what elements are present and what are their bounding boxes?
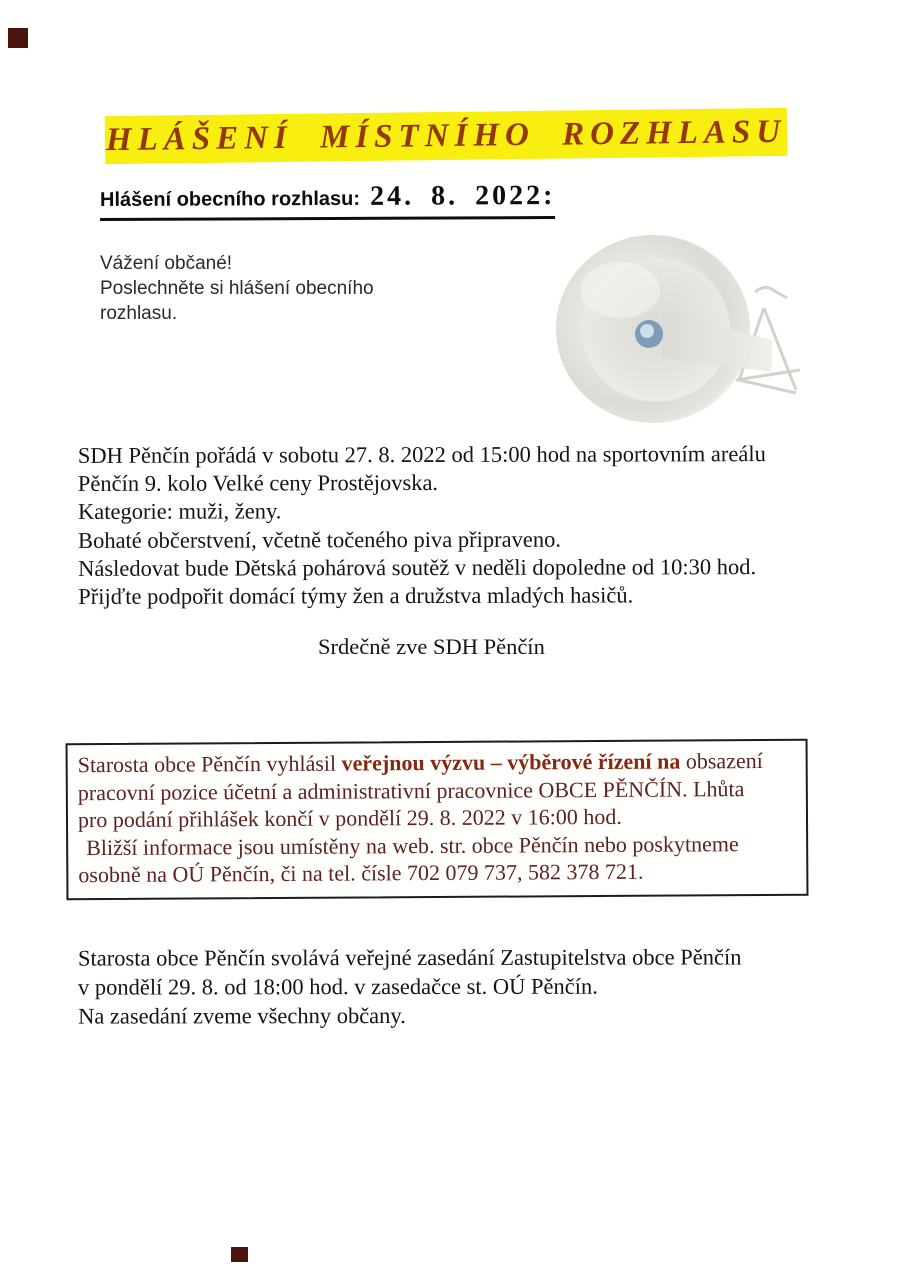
- announcement-line: SDH Pěnčín pořádá v sobotu 27. 8. 2022 od 15:00 hod na sportovním areálu: [77, 441, 766, 468]
- announcement-paragraph: [78, 440, 766, 611]
- greeting-line: Vážení občané!: [100, 253, 233, 274]
- blue-label-glare: [640, 324, 654, 338]
- horn-highlight: [580, 262, 660, 318]
- notice-line: Bližší informace jsou umístěny na web. str. obce Pěnčín nebo poskytneme: [86, 830, 739, 860]
- announcement-line: Následovat bude Dětská pohárová soutěž v neděli dopoledne od 10:30 hod.: [78, 553, 757, 581]
- scan-corner-mark-top-left: [8, 28, 28, 48]
- notice-line: pracovní pozice účetní a administrativní pracovnice OBCE PĚNČÍN. Lhůta: [77, 775, 745, 805]
- announcement-line: Kategorie: muži, ženy.: [77, 498, 282, 525]
- meeting-line: Na zasedání zveme všechny občany.: [78, 1003, 406, 1029]
- greeting-line: rozhlasu.: [100, 303, 178, 324]
- notice-box: [66, 739, 809, 900]
- subheading: [100, 180, 556, 221]
- notice-line: pro podání přihlášek končí v pondělí 29. 8. 2022 v 16:00 hod.: [77, 803, 622, 833]
- subheading-label: Hlášení obecního rozhlasu:: [99, 187, 361, 211]
- notice-line1-bold: veřejnou výzvu – výběrové řízení na: [341, 748, 681, 776]
- greeting-line: Poslechněte si hlášení obecního: [100, 278, 374, 299]
- notice-line: [78, 747, 796, 779]
- megaphone-photo: [550, 230, 806, 434]
- meeting-paragraph: [78, 942, 742, 1030]
- announcement-line: Přijďte podpořit domácí týmy žen a družstva mladých hasičů.: [78, 582, 634, 609]
- announcement-line: Bohaté občerstvení, včetně točeného piva připraveno.: [78, 526, 562, 553]
- scan-mark-bottom: [231, 1247, 248, 1262]
- meeting-line: Starosta obce Pěnčín svolává veřejné zasedání Zastupitelstva obce Pěnčín: [77, 944, 742, 971]
- page-title: HLÁŠENÍ MÍSTNÍHO ROZHLASU: [105, 113, 787, 158]
- highlighted-title-bar: [106, 109, 787, 163]
- subheading-date: 24. 8. 2022:: [369, 180, 556, 212]
- notice-line: osobně na OÚ Pěnčín, či na tel. čísle 702 079 737, 582 378 721.: [78, 858, 644, 888]
- closing-line: Srdečně zve SDH Pěnčín: [318, 634, 545, 659]
- megaphone-illustration: [550, 230, 806, 434]
- notice-line1-prefix: Starosta obce Pěnčín vyhlásil: [77, 750, 342, 778]
- announcement-line: Pěnčín 9. kolo Velké ceny Prostějovska.: [77, 470, 439, 497]
- meeting-line: v pondělí 29. 8. od 18:00 hod. v zasedačce st. OÚ Pěnčín.: [77, 973, 598, 1000]
- greeting-paragraph: [100, 251, 374, 326]
- notice-line1-suffix: obsazení: [680, 748, 763, 774]
